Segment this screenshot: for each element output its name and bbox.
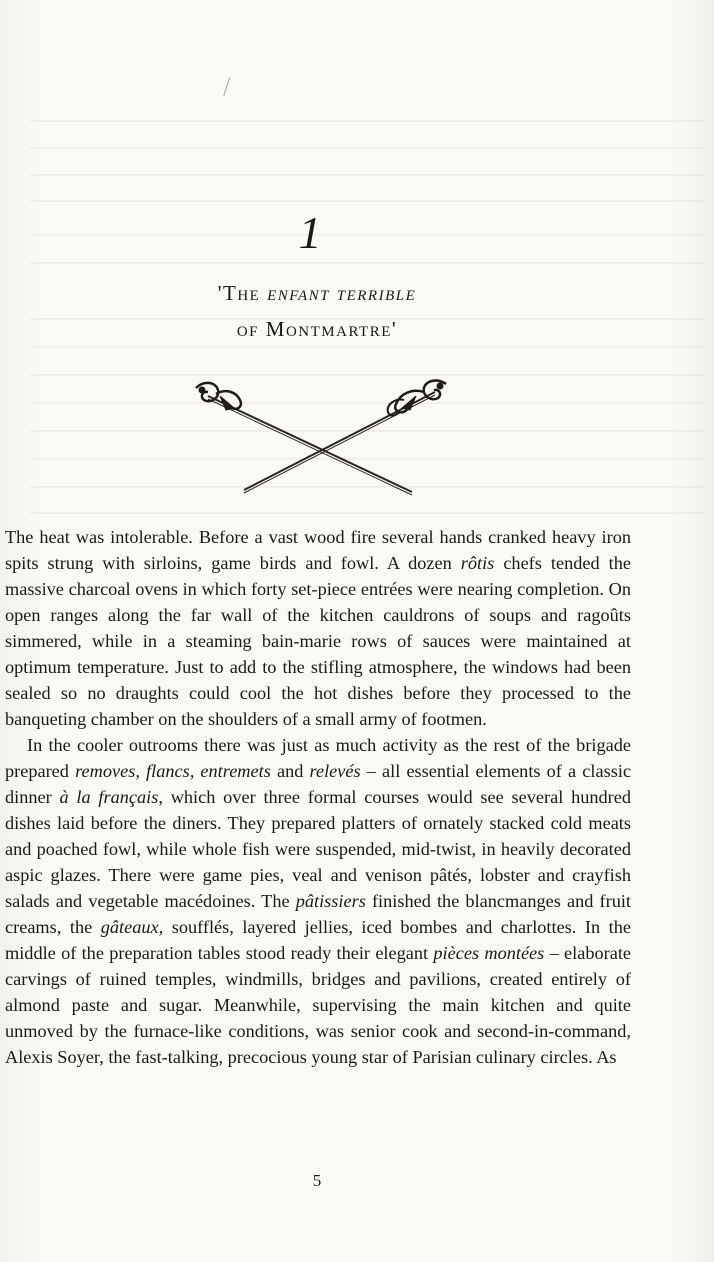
italic-run: à la français bbox=[59, 787, 159, 807]
chapter-title bbox=[0, 275, 634, 347]
show-through-line bbox=[30, 262, 704, 264]
chapter-number: 1 bbox=[298, 207, 322, 258]
chapter-title-line-2: of Montmartre' bbox=[236, 317, 398, 341]
italic-run: relevés bbox=[309, 761, 361, 781]
text-run: finished the blancmanges and fruit creams, the bbox=[5, 891, 631, 937]
show-through-line bbox=[30, 200, 704, 202]
page-number: 5 bbox=[312, 1171, 322, 1190]
paragraph bbox=[5, 732, 631, 1070]
text-run: The heat was intolerable. Before a vast wood fire several hands cranked heavy iron spits strung with sirloins, game birds and fowl. A dozen bbox=[5, 527, 631, 573]
crossed-spits-icon bbox=[190, 378, 450, 498]
show-through-line bbox=[30, 512, 704, 514]
show-through-line bbox=[30, 120, 704, 122]
text-run: , soufflés, layered jellies, iced bombes and charlottes. In the middle of the preparation tables stood ready their elegant bbox=[5, 917, 631, 963]
body-text bbox=[5, 524, 631, 1070]
show-through-line bbox=[30, 374, 704, 376]
show-through-line bbox=[30, 174, 704, 176]
italic-run: pâtissiers bbox=[295, 891, 366, 911]
text-run: – all essential elements of a classic dinner bbox=[5, 761, 632, 807]
italic-run: removes, flancs, entremets bbox=[75, 761, 271, 781]
italic-run: gâteaux bbox=[100, 917, 159, 937]
italic-run: rôtis bbox=[460, 553, 495, 573]
text-run: – elaborate carvings of ruined temples, windmills, bridges and pavilions, created entirely of almond paste and sugar. Meanwhile, supervising the main kitchen and quite unmoved by the furnace-like conditions, was senior cook and second-in-command, Alexis Soyer, the fast-talking, precocious young star of Parisian culinary circles. As bbox=[5, 943, 632, 1067]
pencil-mark bbox=[223, 77, 238, 99]
paragraph bbox=[5, 524, 631, 732]
italic-run: pièces montées bbox=[433, 943, 545, 963]
text-run: chefs tended the massive charcoal ovens in which forty set-piece entrées were nearing completion. On open ranges along the far wall of the kitchen cauldrons of soups and ragoûts simmered, while in a steaming bain-marie rows of sauces were maintained at optimum temperature. Just to add to the stifling atmosphere, the windows had been sealed so no draughts could cool the hot dishes before they processed to the banqueting chamber on the shoulders of a small army of footmen. bbox=[5, 553, 631, 729]
text-run: , which over three formal courses would see several hundred dishes laid before the diners. They prepared platters of ornately stacked cold meats and poached fowl, while whole fish were suspended, mid-twist, in heavily decorated aspic glazes. There were game pies, veal and venison pâtés, lobster and crayfish salads and vegetable macédoines. The bbox=[5, 787, 631, 911]
chapter-title-italic: enfant terrible bbox=[267, 281, 417, 305]
text-run: In the cooler outrooms there was just as much activity as the rest of the brigade prepared bbox=[5, 735, 631, 781]
chapter-title-line-1 bbox=[0, 275, 634, 311]
text-run: and bbox=[270, 761, 310, 781]
chapter-title-lead: 'The bbox=[217, 281, 268, 305]
show-through-line bbox=[30, 147, 704, 149]
